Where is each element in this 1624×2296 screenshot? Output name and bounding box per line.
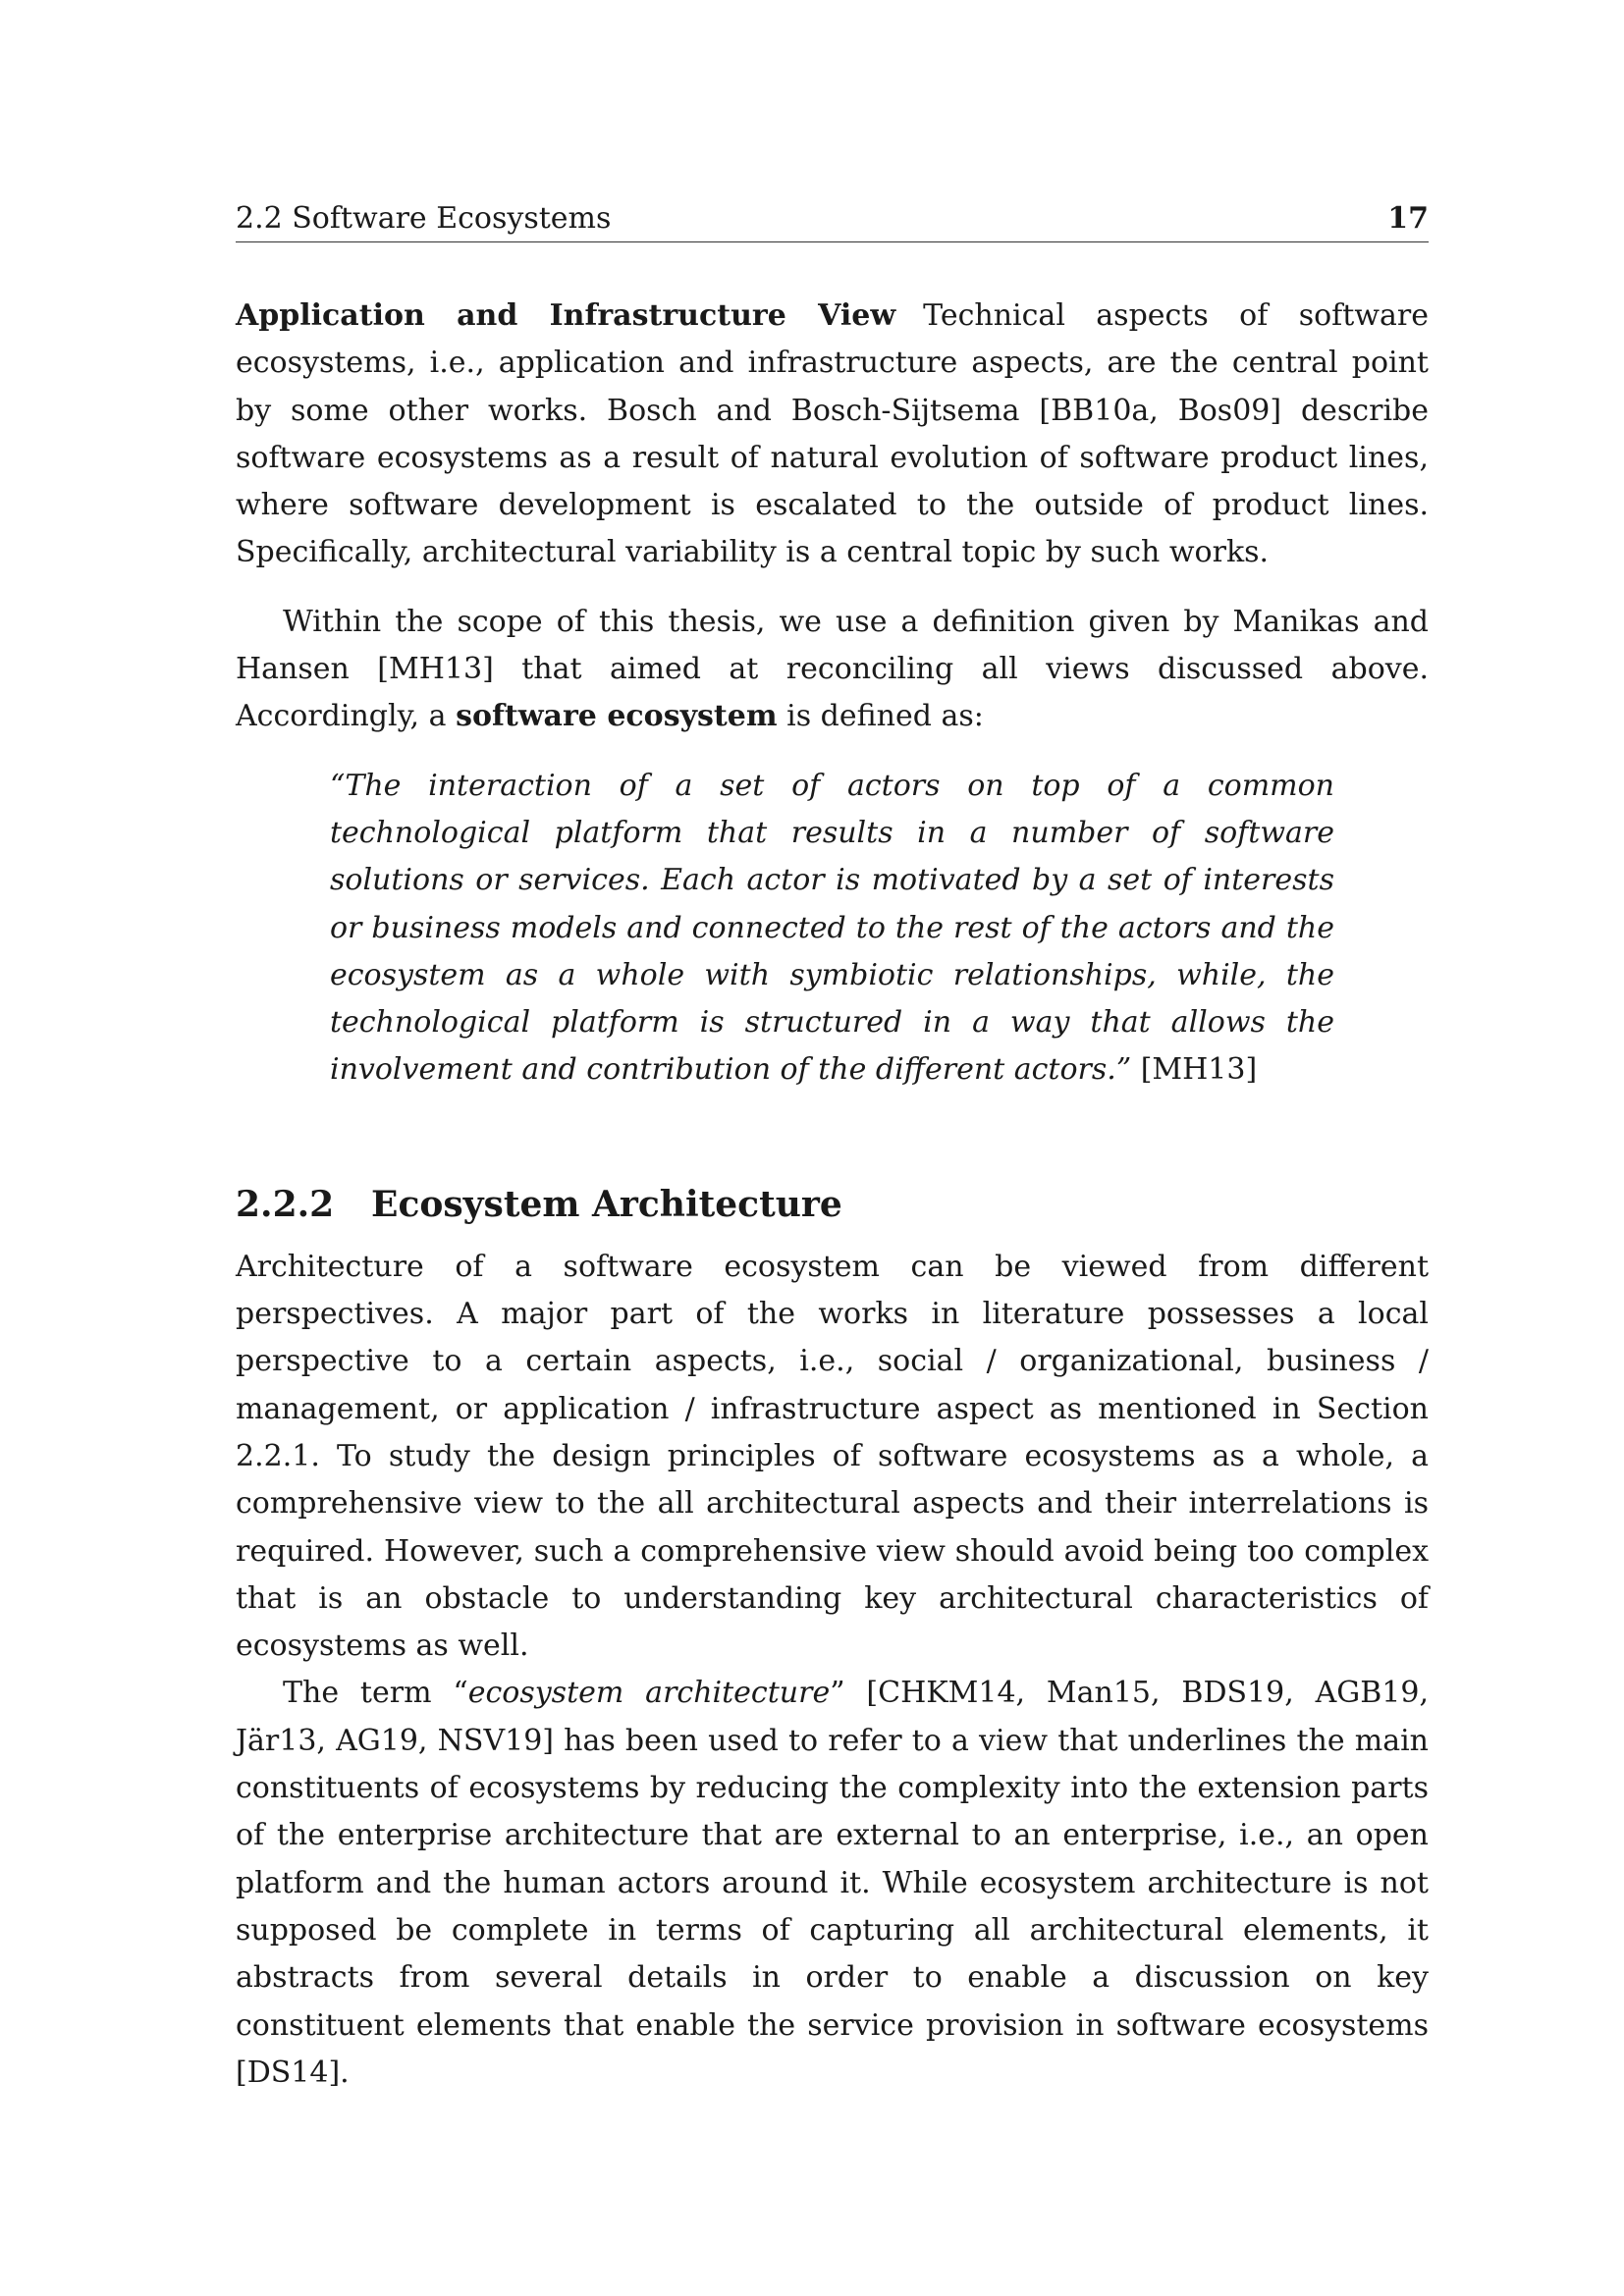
subsection-heading	[236, 1181, 1429, 1228]
run-in-heading: Application and Infrastructure View	[236, 298, 896, 333]
subsection-number: 2.2.2	[236, 1183, 335, 1225]
emphasized-term: ecosystem architecture	[467, 1676, 831, 1711]
subsection-title: Ecosystem Architecture	[371, 1183, 842, 1225]
defined-term: software ecosystem	[456, 699, 778, 734]
paragraph-text-after: ” [CHKM14, Man15, BDS19, AGB19, Jär13, AG19, NSV19] has been used to refer to a view that underlines the main constituents of ecosystems by reducing the complexity into the extension parts of the enterprise architecture that are external to an enterprise, i.e., an open platform and the human actors around it. While ecosystem architecture is not supposed be complete in terms of capturing all architectural elements, it abstracts from several details in order to enable a discussion on key constituent elements that enable the service provision in software ecosystems [DS14].	[236, 1676, 1429, 2090]
paragraph-text-before: Within the scope of this thesis, we use a definition given by Manikas and Hansen [MH13] that aimed at reconciling all views discussed above. Accordingly, a	[236, 604, 1429, 734]
paragraph-application-infrastructure-view	[236, 293, 1429, 577]
block-quote	[330, 763, 1334, 1095]
quote-citation: [MH13]	[1140, 1052, 1258, 1088]
paragraph-definition-intro	[236, 599, 1429, 741]
running-header	[236, 196, 1429, 242]
body-text	[236, 293, 1429, 2097]
paragraph-text: Technical aspects of software ecosystems, i.e., application and infrastructure aspects, are the central point by some other works. Bosch and Bosch-Sijtsema [BB10a, Bos09] describe software ecosystems as a result of natural evolution of software product lines, where software development is escalated to the outside of product lines. Specifically, architectural variability is a central topic by such works.	[236, 298, 1429, 570]
page-number: 17	[1387, 201, 1429, 236]
paragraph-text-before: The term “	[283, 1676, 468, 1711]
paragraph-ecosystem-architecture-term	[236, 1670, 1429, 2097]
paragraph-text-after: is defined as:	[777, 699, 984, 734]
header-section-title: 2.2 Software Ecosystems	[236, 201, 612, 236]
quote-text: “The interaction of a set of actors on top of a common technological platform that results in a number of software solutions or services. Each actor is motivated by a set of interests or business models and connected to the rest of the actors and the ecosystem as a whole with symbiotic relationships, while, the technological platform is structured in a way that allows the involvement and contribution of the different actors.”	[330, 768, 1334, 1088]
paragraph-text: Architecture of a software ecosystem can be viewed from different perspectives. A major part of the works in literature possesses a local perspective to a certain aspects, i.e., social / organizational, business / management, or application / infrastructure aspect as mentioned in Section 2.2.1. To study the design principles of software ecosystems as a whole, a comprehensive view to the all architectural aspects and their interrelations is required. However, such a comprehensive view should avoid being too complex that is an obstacle to understanding key architectural characteristics of ecosystems as well.	[236, 1249, 1429, 1664]
paragraph-architecture-perspectives	[236, 1244, 1429, 1671]
